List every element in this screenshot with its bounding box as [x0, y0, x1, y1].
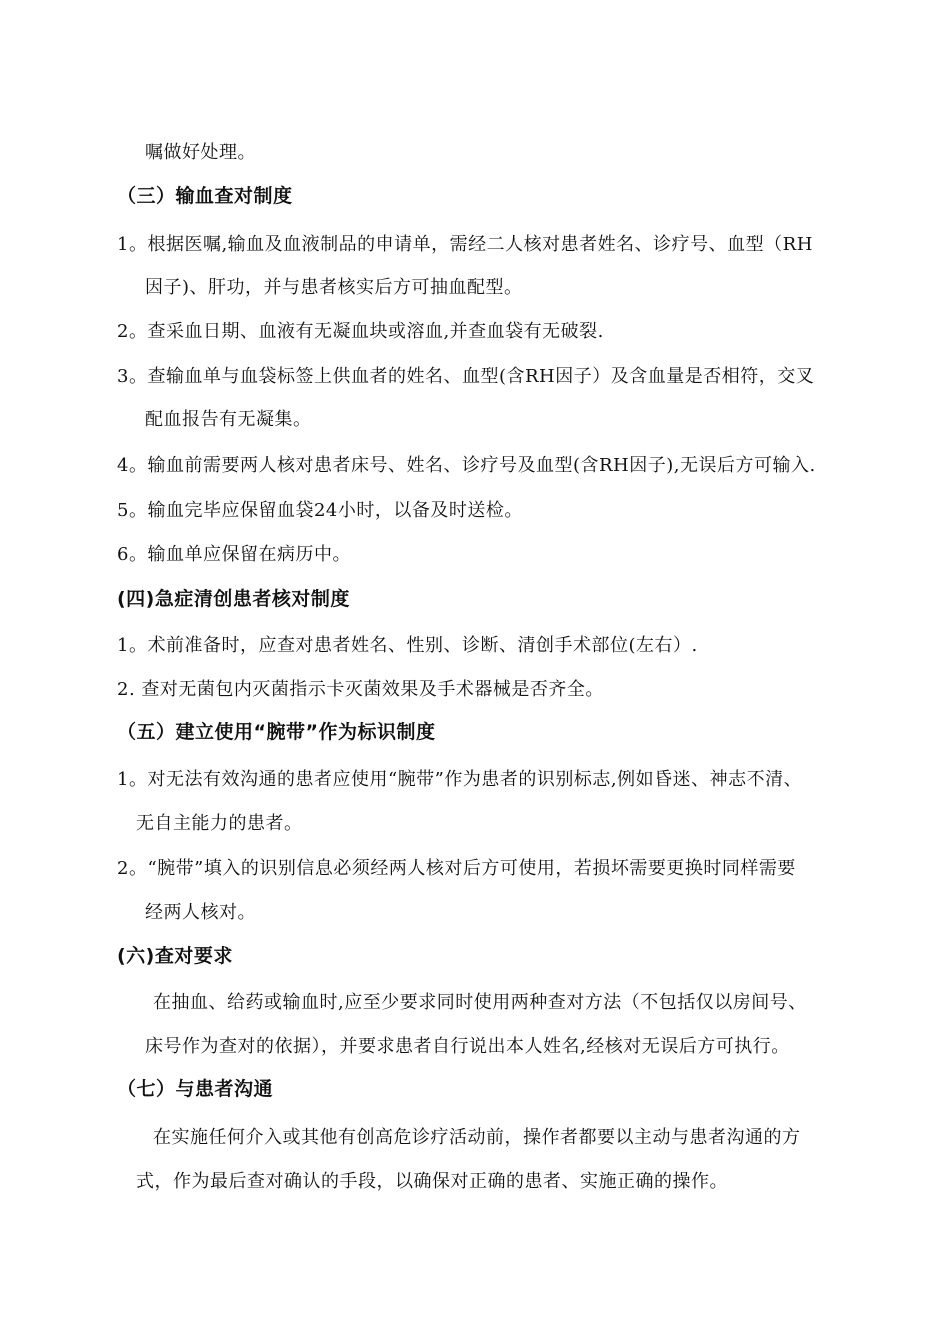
list-item-continuation: 经两人核对。: [145, 902, 256, 923]
list-item: 2。“腕带”填入的识别信息必须经两人核对后方可使用，若损坏需要更换时同样需要: [117, 858, 796, 879]
list-item: 3。查输血单与血袋标签上供血者的姓名、血型(含RH因子）及含血量是否相符，交叉: [117, 366, 815, 387]
list-item: 2. 查对无菌包内灭菌指示卡灭菌效果及手术器械是否齐全。: [117, 679, 604, 700]
list-item-continuation: 配血报告有无凝集。: [145, 409, 312, 430]
list-item: 1。对无法有效沟通的患者应使用“腕带”作为患者的识别标志,例如昏迷、神志不清、: [117, 769, 803, 790]
list-item-continuation: 因子)、肝功，并与患者核实后方可抽血配型。: [145, 277, 523, 298]
list-item: 1。根据医嘱,输血及血液制品的申请单，需经二人核对患者姓名、诊疗号、血型（RH: [117, 234, 813, 255]
section-heading: （七）与患者沟通: [117, 1078, 274, 1100]
section-heading: （三）输血查对制度: [117, 185, 293, 207]
list-item: 5。输血完毕应保留血袋24小时，以备及时送检。: [117, 500, 523, 521]
paragraph-line: 在抽血、给药或输血时,应至少要求同时使用两种查对方法（不包括仅以房间号、: [153, 992, 807, 1013]
list-item: 6。输血单应保留在病历中。: [117, 544, 351, 565]
section-heading: （五）建立使用“腕带”作为标识制度: [117, 721, 436, 743]
list-item-continuation: 无自主能力的患者。: [136, 813, 303, 834]
paragraph-line: 床号作为查对的依据），并要求患者自行说出本人姓名,经核对无误后方可执行。: [145, 1036, 790, 1057]
paragraph-line: 在实施任何介入或其他有创高危诊疗活动前，操作者都要以主动与患者沟通的方: [153, 1127, 801, 1148]
list-item: 1。术前准备时，应查对患者姓名、性别、诊断、清创手术部位(左右）.: [117, 635, 698, 656]
list-item: 2。查采血日期、血液有无凝血块或溶血,并查血袋有无破裂.: [117, 321, 604, 342]
paragraph-line: 式，作为最后查对确认的手段，以确保对正确的患者、实施正确的操作。: [136, 1171, 728, 1192]
paragraph-line: 嘱做好处理。: [145, 142, 256, 163]
section-heading: (四)急症清创患者核对制度: [117, 588, 350, 610]
section-heading: (六)查对要求: [117, 945, 233, 967]
list-item: 4。输血前需要两人核对患者床号、姓名、诊疗号及血型(含RH因子),无误后方可输入.: [117, 455, 816, 476]
